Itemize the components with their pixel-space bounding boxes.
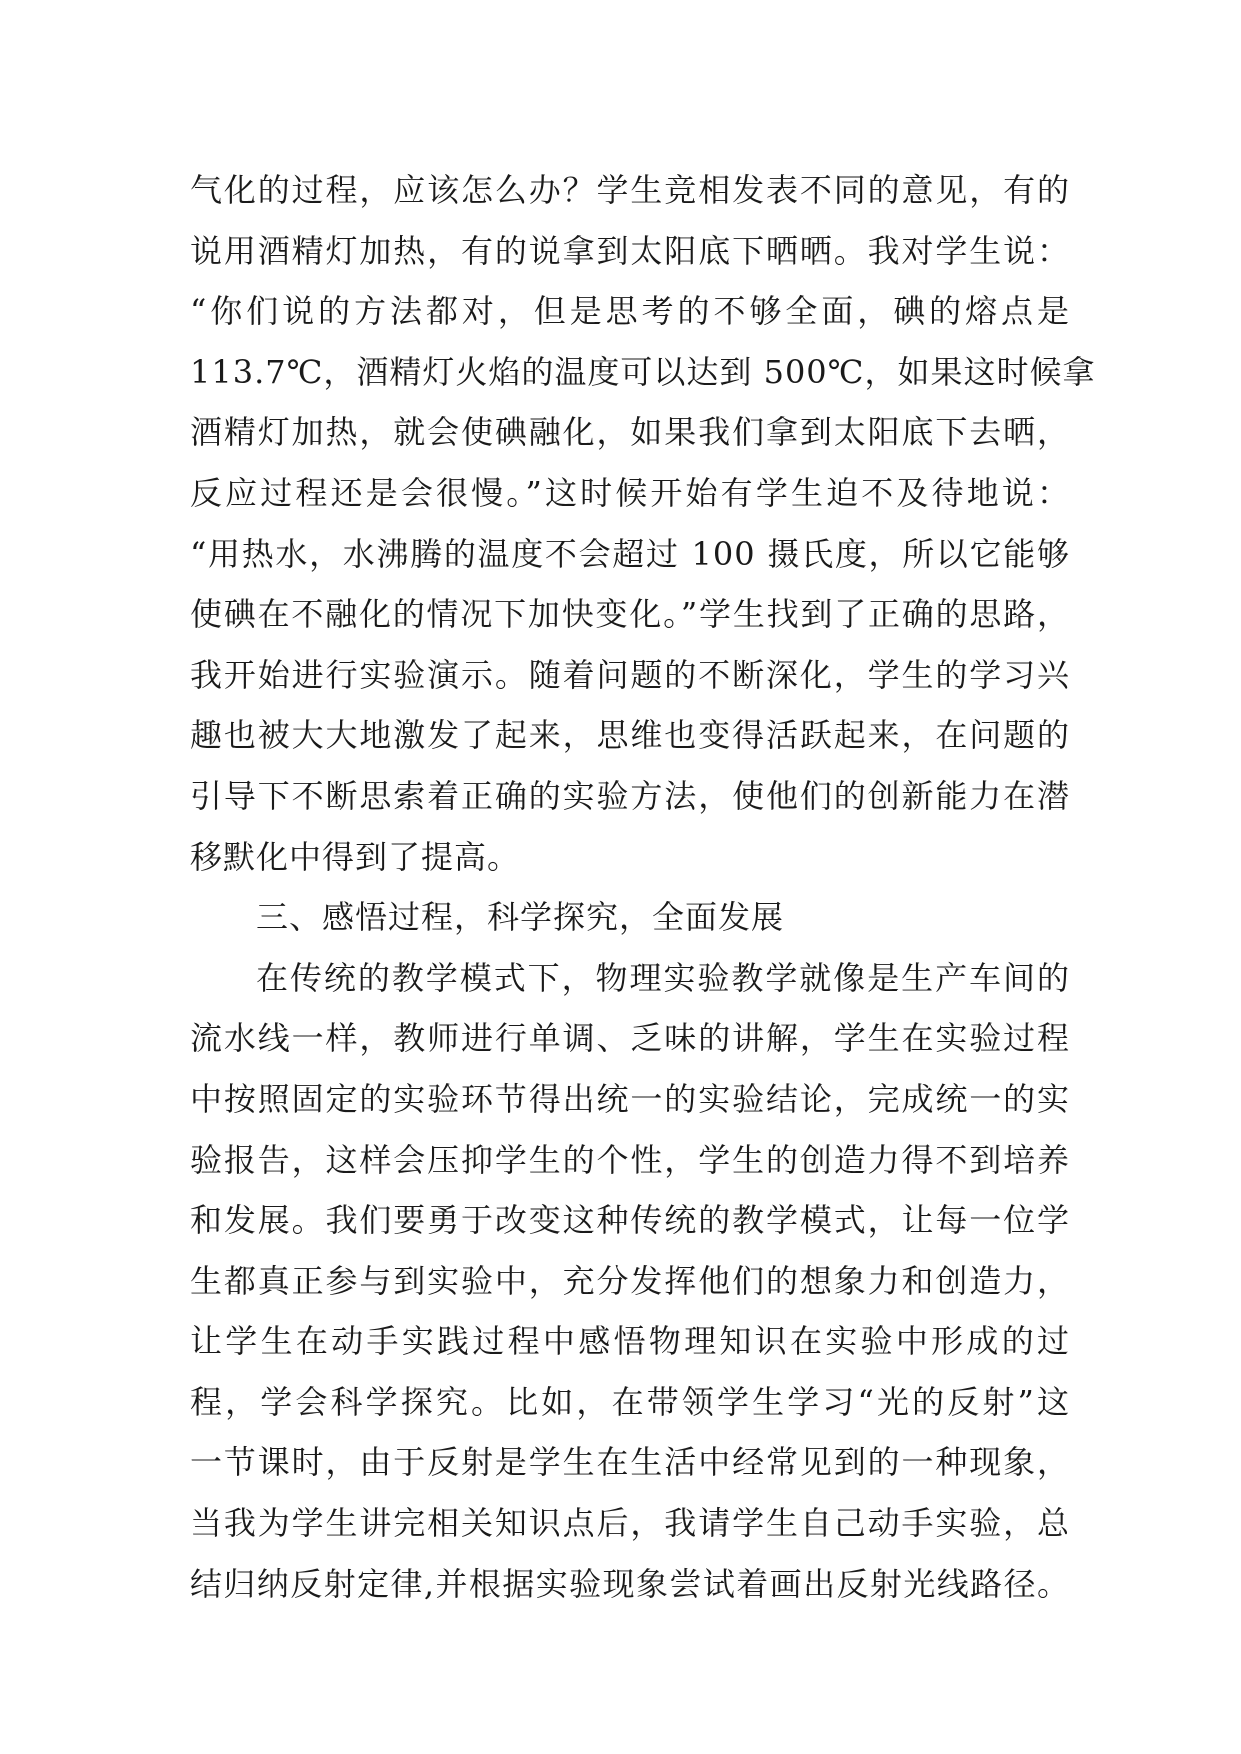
text-line: “你们说的方法都对，但是思考的不够全面，碘的熔点是 bbox=[190, 292, 1070, 331]
text-line: 反应过程还是会很慢。”这时候开始有学生迫不及待地说： bbox=[190, 473, 1070, 512]
text-line: 让学生在动手实践过程中感悟物理知识在实验中形成的过 bbox=[190, 1322, 1070, 1361]
text-line: 一节课时，由于反射是学生在生活中经常见到的一种现象， bbox=[190, 1443, 1070, 1482]
text-line: 中按照固定的实验环节得出统一的实验结论，完成统一的实 bbox=[190, 1079, 1070, 1118]
text-line: 气化的过程，应该怎么办？学生竞相发表不同的意见，有的 bbox=[190, 171, 1070, 209]
text-line: 引导下不断思索着正确的实验方法，使他们的创新能力在潜 bbox=[190, 776, 1070, 815]
text-line: 使碘在不融化的情况下加快变化。”学生找到了正确的思路， bbox=[190, 595, 1070, 634]
section-heading: 三、感悟过程，科学探究，全面发展 bbox=[256, 898, 785, 937]
text-line: 当我为学生讲完相关知识点后，我请学生自己动手实验，总 bbox=[190, 1504, 1070, 1543]
body-text bbox=[190, 160, 1096, 1614]
text-line: 验报告，这样会压抑学生的个性，学生的创造力得不到培养 bbox=[190, 1140, 1070, 1179]
text-line: 说用酒精灯加热，有的说拿到太阳底下晒晒。我对学生说： bbox=[190, 231, 1070, 270]
text-line: 和发展。我们要勇于改变这种传统的教学模式，让每一位学 bbox=[190, 1201, 1070, 1240]
text-line: 流水线一样，教师进行单调、乏味的讲解，学生在实验过程 bbox=[190, 1019, 1070, 1058]
text-line: 程，学会科学探究。比如，在带领学生学习“光的反射”这 bbox=[190, 1382, 1070, 1421]
text-line: 在传统的教学模式下，物理实验教学就像是生产车间的 bbox=[256, 958, 1070, 997]
text-line: 结归纳反射定律,并根据实验现象尝试着画出反射光线路径。 bbox=[190, 1564, 1070, 1603]
text-line: “用热水，水沸腾的温度不会超过 100 摄氏度，所以它能够 bbox=[190, 534, 1070, 573]
text-line: 生都真正参与到实验中，充分发挥他们的想象力和创造力， bbox=[190, 1261, 1070, 1300]
text-line: 我开始进行实验演示。随着问题的不断深化，学生的学习兴 bbox=[190, 655, 1070, 694]
text-line: 移默化中得到了提高。 bbox=[190, 837, 521, 876]
text-line: 酒精灯加热，就会使碘融化，如果我们拿到太阳底下去晒， bbox=[190, 413, 1070, 452]
text-line: 趣也被大大地激发了起来，思维也变得活跃起来，在问题的 bbox=[190, 716, 1070, 755]
text-line: 113.7℃，酒精灯火焰的温度可以达到 500℃，如果这时候拿 bbox=[190, 352, 1096, 391]
